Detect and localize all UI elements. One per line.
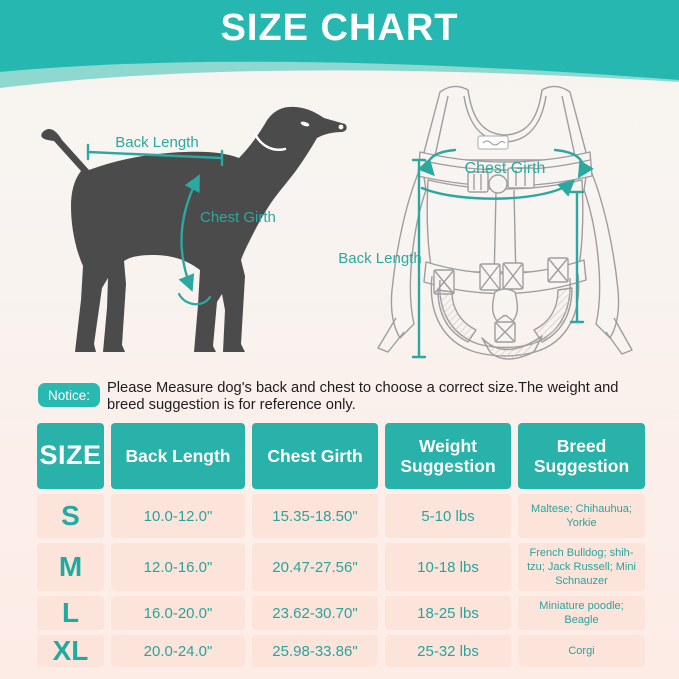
cell-size-xl: XL (37, 635, 104, 667)
cell-weight-xl: 25-32 lbs (385, 635, 511, 667)
carrier-measurement-diagram (330, 80, 650, 370)
cell-back-length-m: 12.0-16.0" (111, 543, 245, 591)
column-header-back-length: Back Length (111, 423, 245, 489)
column-header-size: SIZE (37, 423, 104, 489)
cell-chest-girth-xl: 25.98-33.86" (252, 635, 378, 667)
cell-chest-girth-s: 15.35-18.50" (252, 494, 378, 538)
column-header-breed-suggestion: Breed Suggestion (518, 423, 645, 489)
cell-back-length-l: 16.0-20.0" (111, 596, 245, 630)
cell-breed-xl: Corgi (518, 635, 645, 667)
cell-chest-girth-l: 23.62-30.70" (252, 596, 378, 630)
cell-chest-girth-m: 20.47-27.56" (252, 543, 378, 591)
cell-weight-l: 18-25 lbs (385, 596, 511, 630)
cell-weight-s: 5-10 lbs (385, 494, 511, 538)
notice-text: Please Measure dog's back and chest to choose a correct size.The weight and breed suggestion is for reference only. (107, 380, 619, 413)
cell-size-m: M (37, 543, 104, 591)
dog-chest-girth-label: Chest Girth (200, 209, 276, 226)
brand-label (478, 136, 508, 149)
dog-back-length-label: Back Length (115, 134, 199, 151)
carrier-line-drawing (378, 86, 632, 359)
cell-back-length-s: 10.0-12.0" (111, 494, 245, 538)
cell-breed-m: French Bulldog; shih-tzu; Jack Russell; Mini Schnauzer (518, 543, 645, 591)
page-title: SIZE CHART (220, 7, 459, 49)
cell-breed-s: Maltese; Chihauhua; Yorkie (518, 494, 645, 538)
cell-size-s: S (37, 494, 104, 538)
column-header-weight-suggestion: Weight Suggestion (385, 423, 511, 489)
carrier-back-length-label: Back Length (338, 250, 422, 267)
size-table (37, 423, 645, 667)
notice-badge: Notice: (38, 383, 100, 407)
column-header-chest-girth: Chest Girth (252, 423, 378, 489)
cell-breed-l: Miniature poodle; Beagle (518, 596, 645, 630)
cell-size-l: L (37, 596, 104, 630)
cell-weight-m: 10-18 lbs (385, 543, 511, 591)
cell-back-length-xl: 20.0-24.0" (111, 635, 245, 667)
carrier-chest-girth-label: Chest Girth (464, 160, 546, 177)
dog-measurement-diagram (33, 98, 353, 360)
